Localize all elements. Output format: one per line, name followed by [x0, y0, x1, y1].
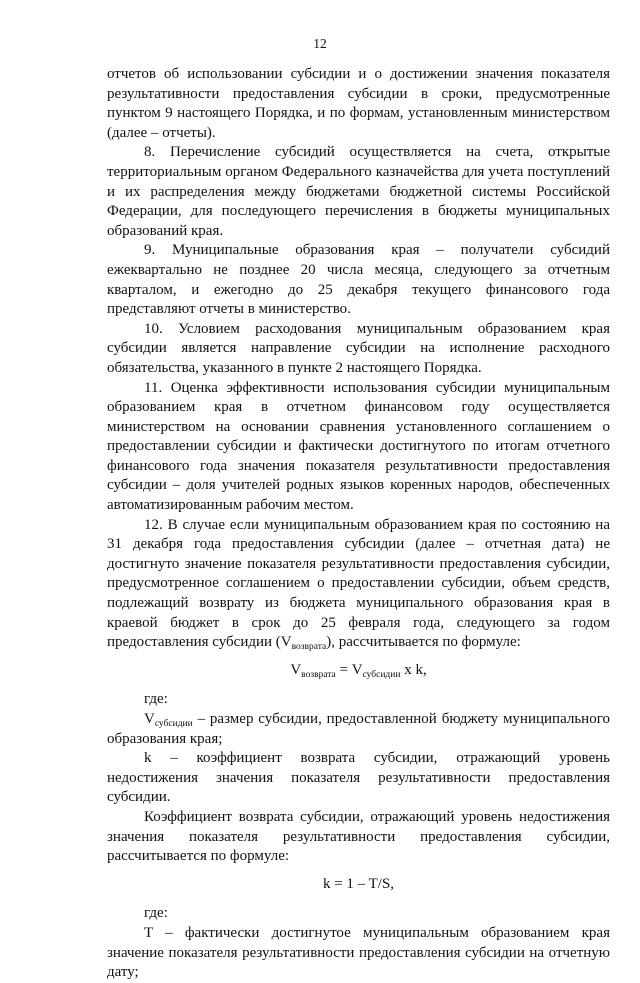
formula-coefficient: k = 1 – T/S, — [322, 875, 395, 892]
paragraph-continuation: отчетов об использовании субсидии и о достижении значения показателя результативности предоставления субсидии в сроки, предусмотренные пунктом 9 настоящего Порядка, и по формам, установленным министерством (далее – отчеты). — [107, 66, 610, 141]
paragraph-12-subscript: возврата — [291, 642, 327, 653]
paragraph-coefficient: Коэффициент возврата субсидии, отражающий уровень недостижения значения показателя результативности предоставления субсидии, рассчитывается по формуле: — [107, 808, 610, 865]
paragraph-10: 10. Условием расходования муниципальным образованием края субсидии является направление субсидии на исполнение расходного обязательства, указанного в пункте 2 настоящего Порядка. — [107, 320, 610, 376]
formula-mid-subscript: субсидии — [362, 669, 401, 680]
where-label-1: где: — [144, 691, 168, 708]
definition-k: k – коэффициент возврата субсидии, отражающий уровень недостижения значения показателя результативности предоставления субсидии. — [107, 750, 610, 806]
formula-lhs-subscript: возврата — [301, 669, 336, 680]
def-v-text: – размер субсидии, предоставленной бюджету муниципального образования края; — [107, 711, 610, 747]
def-v-symbol: V — [144, 711, 155, 727]
formula-mid: = V — [335, 661, 363, 678]
where-label-2: где: — [144, 905, 168, 922]
paragraph-9: 9. Муниципальные образования края – получатели субсидий ежеквартально не позднее 20 числа месяца, следующего за отчетным кварталом, и ежегодно до 25 декабря текущего финансового года представляют отчеты в министерство. — [107, 242, 610, 318]
paragraph-8: 8. Перечисление субсидий осуществляется на счета, открытые территориальным органом Федерального казначейства для учета поступлений и их распределения между бюджетами бюджетной системы Российской Федерации, для последующего перечисления в бюджеты муниципальных образований края. — [107, 144, 610, 239]
definition-v-subsidy — [107, 710, 610, 749]
paragraph-11: 11. Оценка эффективности использования субсидии муниципальным образованием края в отчетном финансовом году осуществляется министерством на основании сравнения установленного соглашением о предоставлении субсидии и фактически достигнутого по итогам отчетного финансового года значения показателя результативности предоставления субсидии – доля учителей родных языков коренных народов, обеспеченных автоматизированным рабочим местом. — [107, 379, 610, 514]
formula-rhs: x k, — [400, 661, 427, 678]
definition-t: T – фактически достигнутое муниципальным образованием края значение показателя результативности предоставления субсидии на отчетную дату; — [107, 924, 610, 981]
formula-lhs: V — [290, 661, 302, 678]
paragraph-12 — [107, 516, 610, 653]
paragraph-12-text: 12. В случае если муниципальным образованием края по состоянию на 31 декабря года предоставления субсидии (далее – отчетная дата) не достигнуто значение показателя результативности предоставления субсидии, предусмотренное соглашением о предоставлении субсидии, объем средств, подлежащий возврату из бюджета муниципального образования края в краевой бюджет в срок до 25 февраля года, следующего за годом предоставления субсидии (V — [107, 516, 610, 651]
page-number: 12 — [313, 36, 327, 51]
def-v-subscript: субсидии — [154, 719, 193, 729]
formula-return-amount — [107, 661, 610, 681]
document-body — [107, 65, 610, 983]
paragraph-12-tail: ), рассчитывается по формуле: — [326, 634, 521, 651]
